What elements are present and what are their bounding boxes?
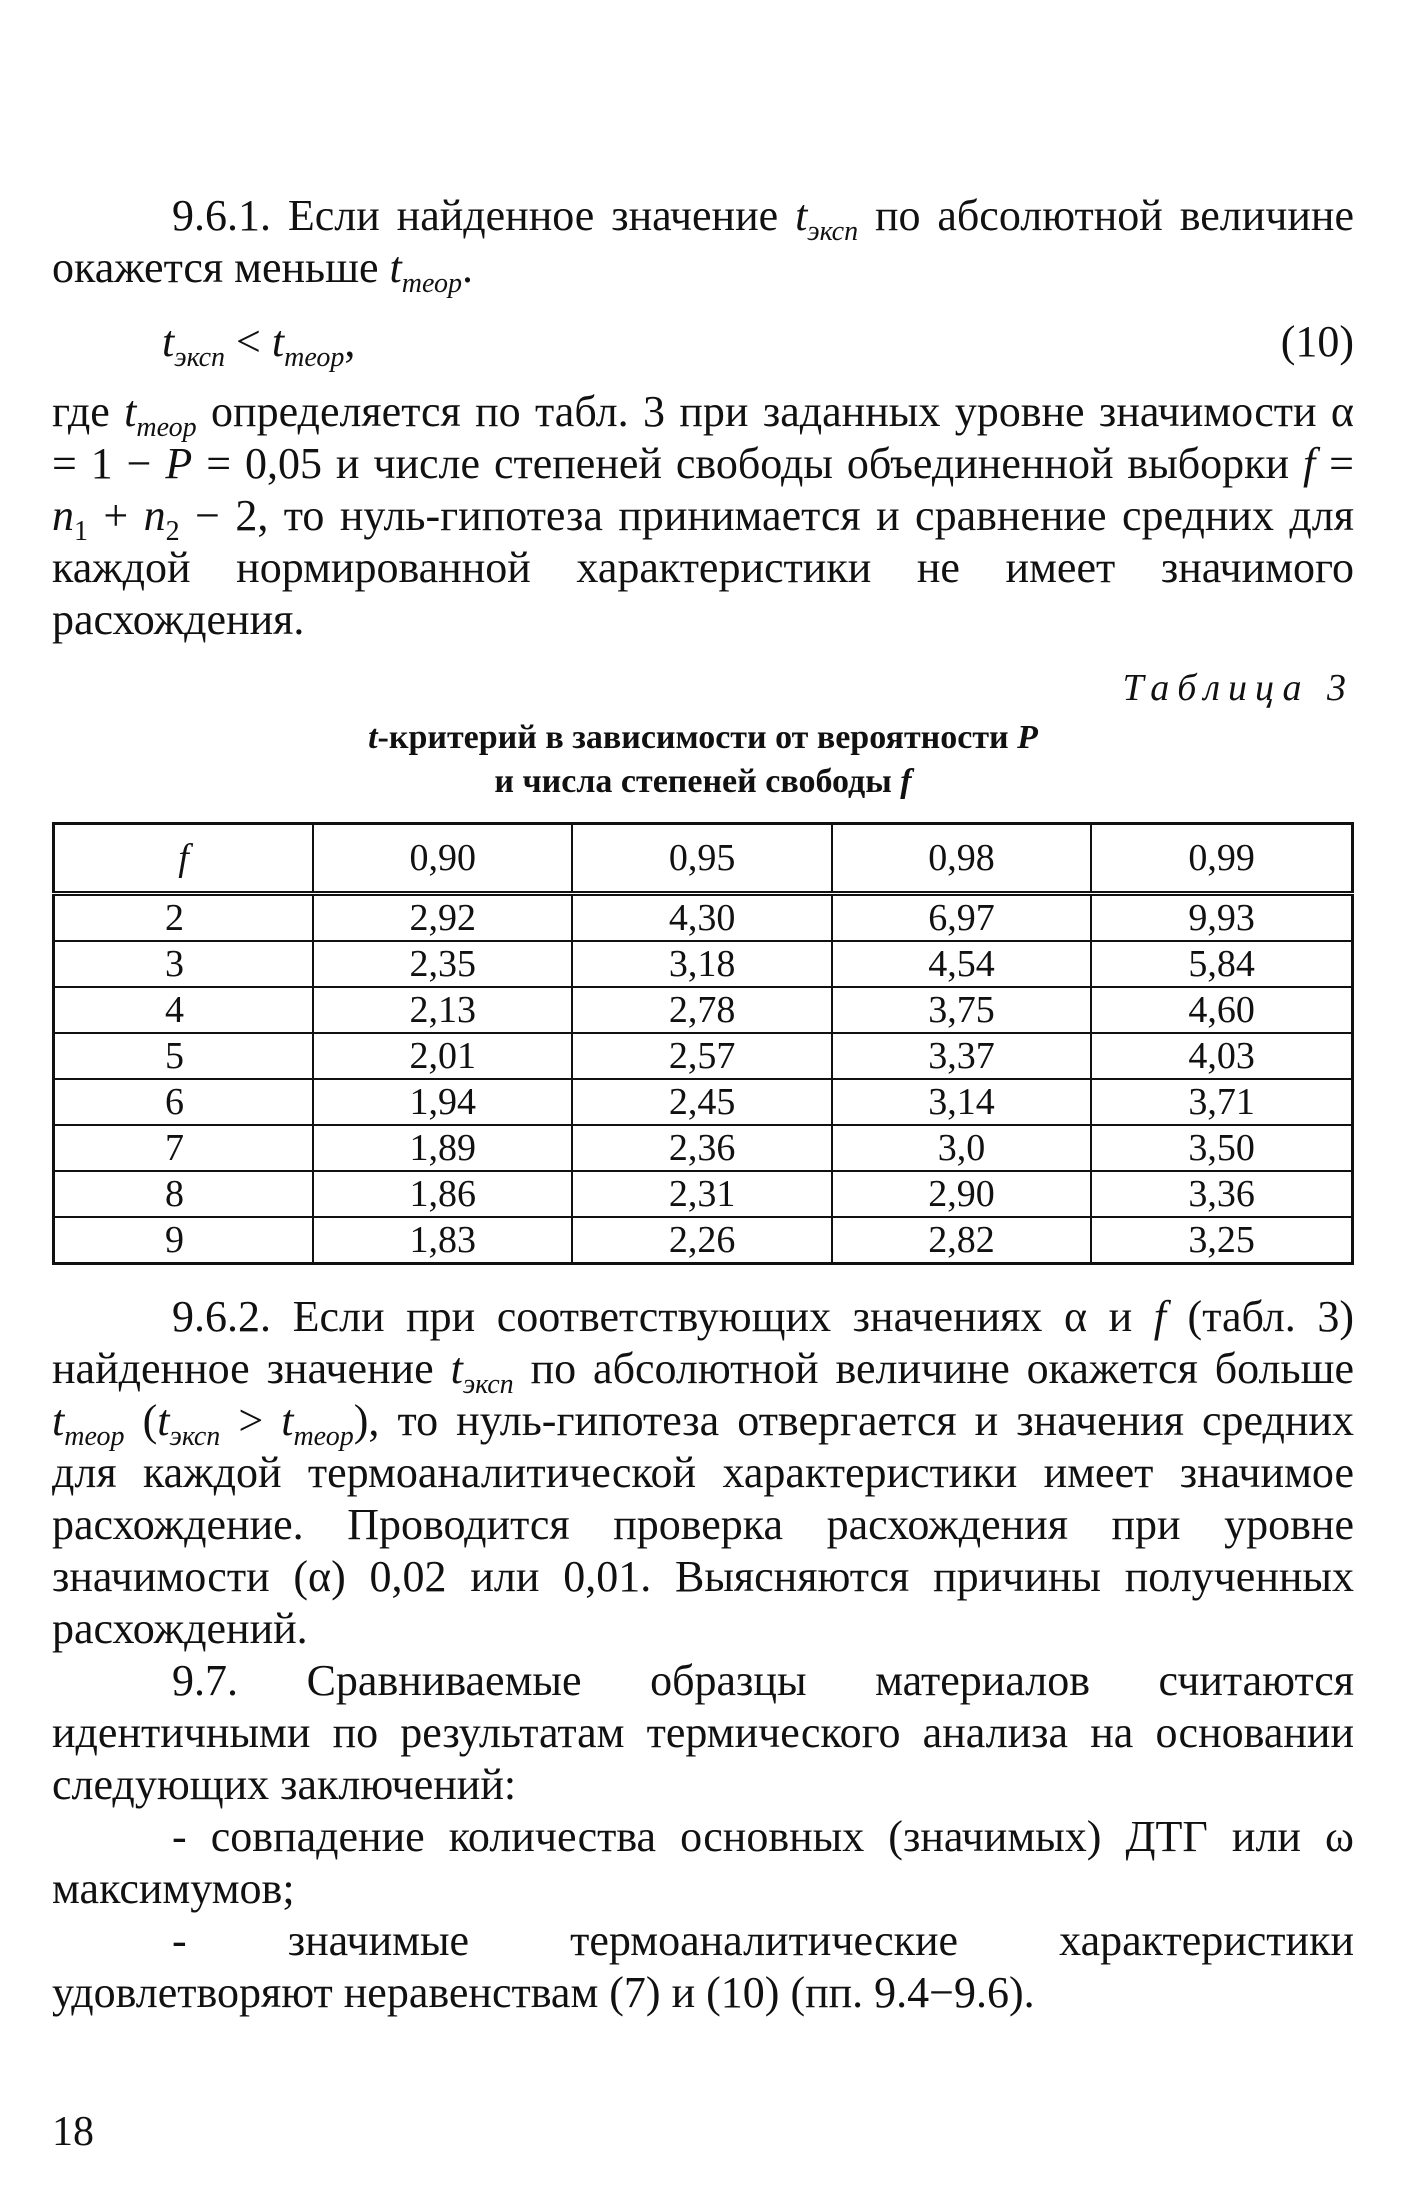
paragraph-9-6-1 <box>52 190 1354 299</box>
t-value-cell: 3,37 <box>832 1033 1091 1079</box>
t-value-cell: 3,18 <box>572 941 831 987</box>
list-item: - значимые термоаналитические характеристики удовлетворяют неравенствам (7) и (10) (пп. 9.4−9.6). <box>52 1916 1354 2017</box>
formula <box>162 316 356 373</box>
text: ), то нуль-гипотеза отвергается и значения средних для каждой термоаналитической характеристики имеет значимое расхождение. Проводится проверка расхождения при уровне значимости (α) 0,02 или 0,01. Выясняются причины полученных расхождений. <box>52 1396 1354 1653</box>
t-value-cell: 1,86 <box>313 1171 572 1217</box>
t-value-cell: 1,94 <box>313 1079 572 1125</box>
t-value-cell: 3,50 <box>1091 1125 1352 1171</box>
t-value-cell: 2,31 <box>572 1171 831 1217</box>
formula-10 <box>52 316 1354 376</box>
header-cell: 0,90 <box>313 824 572 894</box>
t-value-cell: 9,93 <box>1091 894 1352 942</box>
degrees-of-freedom-cell: 2 <box>54 894 314 942</box>
t-value-cell: 4,30 <box>572 894 831 942</box>
t-value-cell: 2,45 <box>572 1079 831 1125</box>
list-item: - совпадение количества основных (значимых) ДТГ или ω максимумов; <box>52 1812 1354 1913</box>
t-value-cell: 2,36 <box>572 1125 831 1171</box>
t-criterion-table <box>52 822 1354 1265</box>
t-value-cell: 3,14 <box>832 1079 1091 1125</box>
table-row <box>54 1125 1353 1171</box>
text: − 2, то нуль-гипотеза принимается и сравнение средних для каждой нормированной характеристики не имеет значимого расхождения. <box>52 491 1354 644</box>
t-value-cell: 1,89 <box>313 1125 572 1171</box>
t-value-cell: 3,75 <box>832 987 1091 1033</box>
table-row <box>54 1079 1353 1125</box>
table-row <box>54 1217 1353 1264</box>
table-row <box>54 1171 1353 1217</box>
table-header-row <box>54 824 1353 894</box>
table-body <box>54 894 1353 1264</box>
text: по абсолютной величине окажется меньше <box>52 191 1354 292</box>
t-value-cell: 3,36 <box>1091 1171 1352 1217</box>
t-value-cell: 2,92 <box>313 894 572 942</box>
subscript: 1 <box>74 515 88 547</box>
degrees-of-freedom-cell: 6 <box>54 1079 314 1125</box>
text: определяется по табл. 3 при заданных уровне значимости α = 1 − <box>52 387 1354 488</box>
header-cell: 0,98 <box>832 824 1091 894</box>
text: Если найденное значение <box>271 191 796 240</box>
header-cell: 0,95 <box>572 824 831 894</box>
subscript: эксп <box>462 1368 514 1400</box>
table-row <box>54 894 1353 942</box>
t-value-cell: 6,97 <box>832 894 1091 942</box>
subscript: 2 <box>165 515 180 547</box>
paragraph-where <box>52 386 1354 646</box>
t-value-cell: 2,35 <box>313 941 572 987</box>
degrees-of-freedom-cell: 5 <box>54 1033 314 1079</box>
symbol-t: t <box>271 317 285 366</box>
t-value-cell: 4,03 <box>1091 1033 1352 1079</box>
text: -критерий в зависимости от вероятности <box>377 719 1018 756</box>
text: (табл. 3) найденное значение <box>52 1292 1354 1393</box>
text: . <box>462 243 474 292</box>
t-value-cell: 3,0 <box>832 1125 1091 1171</box>
subscript: теор <box>136 411 197 443</box>
subscript: эксп <box>807 215 859 247</box>
t-value-cell: 5,84 <box>1091 941 1352 987</box>
t-value-cell: 2,78 <box>572 987 831 1033</box>
subscript: эксп <box>174 341 226 373</box>
t-value-cell: 2,01 <box>313 1033 572 1079</box>
degrees-of-freedom-cell: 4 <box>54 987 314 1033</box>
symbol-f: f <box>900 763 912 800</box>
table-row <box>54 941 1353 987</box>
t-value-cell: 4,54 <box>832 941 1091 987</box>
t-value-cell: 3,25 <box>1091 1217 1352 1264</box>
symbol-t: t <box>795 191 808 240</box>
text: , <box>344 317 356 366</box>
symbol-t: t <box>162 317 175 366</box>
subscript: теор <box>284 341 345 373</box>
degrees-of-freedom-cell: 9 <box>54 1217 314 1264</box>
symbol-t: t <box>157 1396 170 1445</box>
t-value-cell: 2,57 <box>572 1033 831 1079</box>
text: = <box>1315 439 1354 488</box>
table-row <box>54 987 1353 1033</box>
subscript: теор <box>401 267 463 299</box>
symbol-t: t <box>389 243 402 292</box>
symbol-n: n <box>143 491 166 540</box>
symbol-t: t <box>52 1396 65 1445</box>
subscript: эксп <box>169 1420 221 1452</box>
t-value-cell: 2,82 <box>832 1217 1091 1264</box>
subscript: теор <box>64 1420 125 1452</box>
text: и числа степеней свободы <box>494 763 901 800</box>
table-label: Таблица 3 <box>1122 667 1354 709</box>
text: + <box>88 491 144 540</box>
text: где <box>52 387 125 436</box>
degrees-of-freedom-cell: 7 <box>54 1125 314 1171</box>
symbol-t: t <box>281 1396 294 1445</box>
table-row <box>54 1033 1353 1079</box>
operator: > <box>220 1396 282 1445</box>
operator: < <box>225 317 272 366</box>
symbol-t: t <box>450 1344 463 1393</box>
t-value-cell: 3,71 <box>1091 1079 1352 1125</box>
symbol-t: t <box>124 387 137 436</box>
symbol-t: t <box>368 719 378 756</box>
table-caption <box>52 716 1354 804</box>
t-value-cell: 4,60 <box>1091 987 1352 1033</box>
paragraph-9-6-2 <box>52 1291 1354 1655</box>
t-value-cell: 2,26 <box>572 1217 831 1264</box>
page-content <box>52 190 1354 2019</box>
header-cell: f <box>54 824 314 894</box>
paragraph-9-7: 9.7. Сравниваемые образцы материалов считаются идентичными по результатам термического анализа на основании следующих заключений: <box>52 1656 1354 1809</box>
degrees-of-freedom-cell: 8 <box>54 1171 314 1217</box>
t-value-cell: 2,90 <box>832 1171 1091 1217</box>
t-value-cell: 1,83 <box>313 1217 572 1264</box>
t-value-cell: 2,13 <box>313 987 572 1033</box>
degrees-of-freedom-cell: 3 <box>54 941 314 987</box>
clause-number: 9.6.1. <box>172 191 271 240</box>
header-cell: 0,99 <box>1091 824 1352 894</box>
symbol-f: f <box>1153 1292 1166 1341</box>
text: 9.6.2. Если при соответствующих значениях α и <box>172 1292 1154 1341</box>
text: = 0,05 и числе степеней свободы объединенной выборки <box>192 439 1304 488</box>
symbol-n: n <box>52 491 74 540</box>
text: ( <box>124 1396 158 1445</box>
text: по абсолютной величине окажется больше <box>513 1344 1354 1393</box>
page-number: 18 <box>52 2109 94 2155</box>
symbol-f: f <box>1303 439 1316 488</box>
symbol-P: P <box>1017 719 1038 756</box>
symbol-P: P <box>165 439 193 488</box>
equation-number: (10) <box>1280 317 1354 366</box>
subscript: теор <box>293 1420 354 1452</box>
